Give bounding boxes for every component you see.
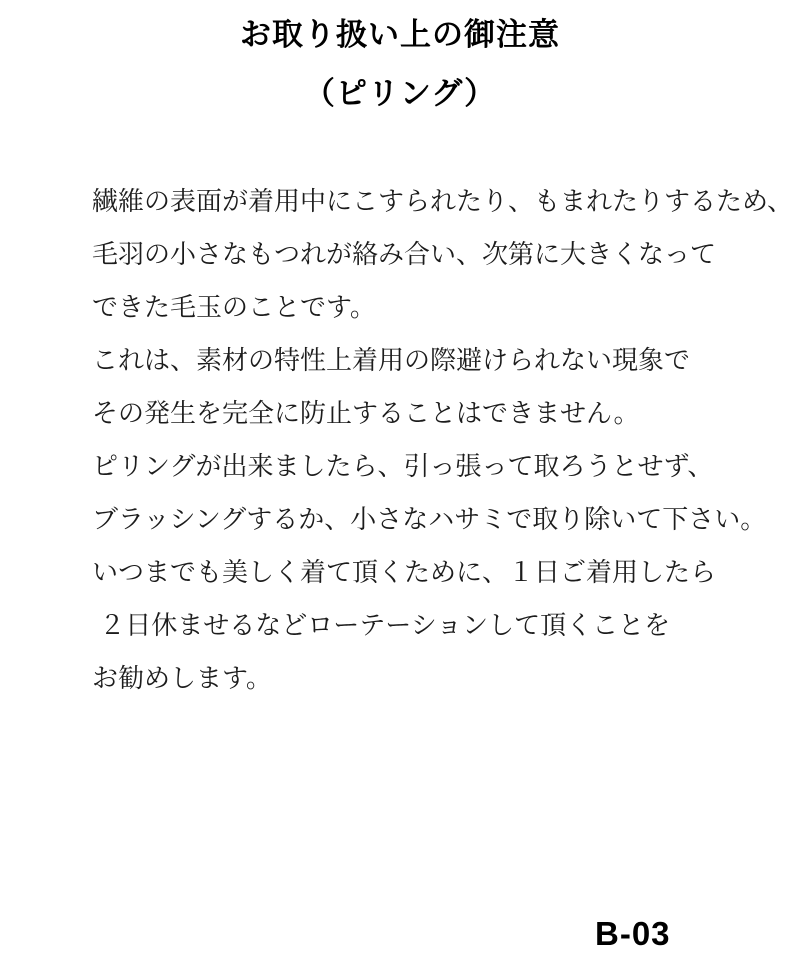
- body-line: これは、素材の特性上着用の際避けられない現象で: [92, 345, 691, 375]
- page-title: [0, 16, 800, 113]
- body-line: ２日休ませるなどローテーションして頂くことを: [92, 610, 671, 640]
- body-line: いつまでも美しく着て頂くために、１日ご着用したら: [92, 557, 717, 587]
- body-line: ブラッシングするか、小さなハサミで取り除いて下さい。: [92, 504, 767, 534]
- body-line: その発生を完全に防止することはできません。: [92, 398, 640, 428]
- body-line: お勧めします。: [92, 663, 272, 693]
- document-code: B-03: [595, 915, 671, 952]
- body-line: 毛羽の小さなもつれが絡み合い、次第に大きくなって: [92, 239, 717, 269]
- title-main: お取り扱い上の御注意: [240, 17, 560, 52]
- body-line: ピリングが出来ましたら、引っ張って取ろうとせず、: [92, 451, 714, 481]
- body-text: [92, 175, 792, 705]
- body-line: できた毛玉のことです。: [92, 292, 376, 322]
- title-subject-pilling: （ピリング）: [303, 76, 497, 111]
- body-line: 繊維の表面が着用中にこすられたり、もまれたりするため、: [92, 186, 793, 216]
